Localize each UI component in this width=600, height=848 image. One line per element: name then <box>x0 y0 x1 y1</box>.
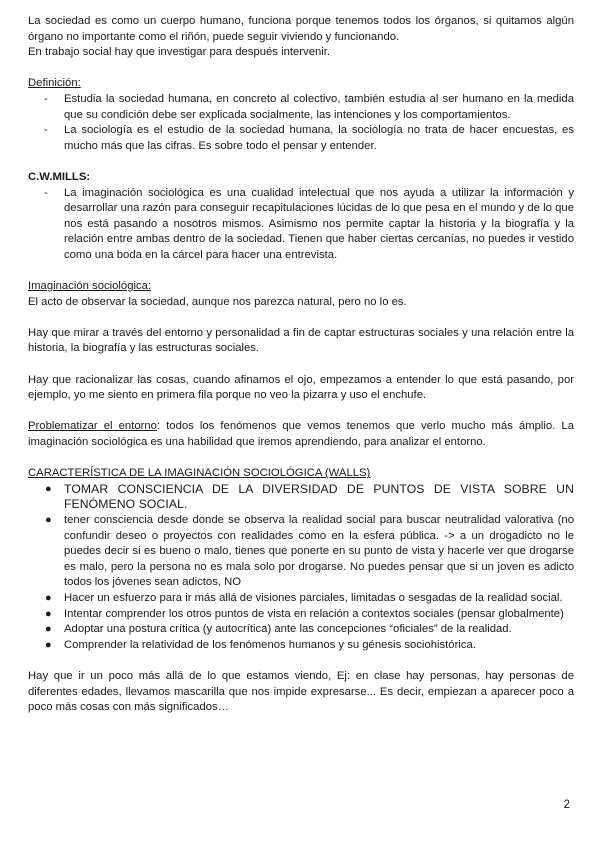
dash-marker: - <box>44 124 48 137</box>
closing-paragraph: Hay que ir un poco más allá de lo que estamos viendo, Ej: en clase hay personas, hay personas de diferentes edades, llevamos mascarilla que nos impide expresarse... Es decir, empiezan a aparecer poco a poco más cosas con más significados… <box>28 669 574 714</box>
bullet-marker: ● <box>45 482 52 495</box>
caracteristica-list <box>28 482 574 654</box>
imaginacion-paragraph-3: Hay que racionalizar las cosas, cuando afinamos el ojo, empezamos a entender lo que está pasando, por ejemplo, yo me siento en primera fila porque no veo la pizarra y uso el enchufe. <box>28 373 574 402</box>
imaginacion-paragraph-2: Hay que mirar a través del entorno y personalidad a fin de captar estructuras sociales y una relación entre la historia, la biografía y las estructuras sociales. <box>28 326 574 355</box>
mills-heading: C.W.MILLS: <box>28 170 91 183</box>
bullet-marker: ● <box>45 514 52 526</box>
list-item: - La sociología es el estudio de la sociedad humana, la sociología no trata de hacer encuestas, es mucho más que las cifras. Es sobre todo el pensar y entender. <box>44 124 574 152</box>
document-page <box>28 14 574 716</box>
problematizar-paragraph: Problematizar el entorno: todos los fenómenos que vemos tenemos que verlo mucho más ámplio. La imaginación sociológica es una habilidad que iremos aprendiendo, para analizar el entorno. <box>28 420 574 449</box>
definicion-list <box>28 92 574 154</box>
list-item: ● Intentar comprender los otros puntos de vista en relación a contextos sociales (pensar globalmente) <box>28 607 574 623</box>
bullet-marker: ● <box>45 607 52 620</box>
problematizar-term: Problematizar el entorno <box>28 420 157 433</box>
dash-marker: - <box>44 92 48 105</box>
list-item: ● Hacer un esfuerzo para ir más allá de visiones parciales, limitadas o sesgadas de la realidad social. <box>28 591 574 607</box>
list-item: ● tener consciencia desde donde se observa la realidad social para buscar neutralidad valorativa (no confundir deseo o proyectos con realidades como en la esfera pública. -> a un drogadicto no le puedes decir si es bueno o malo, tienes que ponerte en su punto de vista y hacerle ver que drogarse es malo, pero la persona no es mala solo por drogarse. No puedes pensar que si un joven es adicto todos los jóvenes sean adictos, NO <box>45 514 574 589</box>
definicion-heading: Definición: <box>28 77 81 90</box>
caracteristica-heading: CARACTERÍSTICA DE LA IMAGINACIÓN SOCIOLÓGICA (WALLS) <box>28 467 371 480</box>
dash-marker: - <box>44 186 48 199</box>
bullet-marker: ● <box>45 591 52 604</box>
page-number: 2 <box>563 799 570 811</box>
intro-paragraph-2: En trabajo social hay que investigar para después intervenir. <box>28 46 331 59</box>
list-item: - Estudia la sociedad humana, en concreto al colectivo, también estudia al ser humano en la medida que su condición debe ser explicada socialmente, las intenciones y los comportamientos. <box>44 92 574 121</box>
mills-list <box>28 186 574 264</box>
bullet-marker: ● <box>45 638 52 651</box>
list-item: ● Comprender la relatividad de los fenómenos humanos y su génesis sociohistórica. <box>28 638 574 654</box>
imaginacion-heading: Imaginación sociológica: <box>28 280 152 293</box>
intro-paragraph: La sociedad es como un cuerpo humano, funciona porque tenemos todos los órganos, si quitamos algún órgano no importante como el riñón, puede seguir viviendo y funcionando. <box>28 15 574 43</box>
imaginacion-paragraph-1: El acto de observar la sociedad, aunque nos parezca natural, pero no lo es. <box>28 295 407 308</box>
list-item: - La imaginación sociológica es una cualidad intelectual que nos ayuda a utilizar la información y desarrollar una razón para conseguir recapitulaciones lúcidas de lo que pesa en el mundo y de lo que nos está pasando a nosotros mismos. Asimismo nos permite captar la historia y la biografía y la relación entre ambas dentro de la sociedad. Tienen que haber ciertas cercanías, no puedes ir vestido como una boda en la cárcel para hacer una entrevista. <box>44 186 574 261</box>
bullet-marker: ● <box>45 623 52 636</box>
list-item: ● TOMAR CONSCIENCIA DE LA DIVERSIDAD DE PUNTOS DE VISTA SOBRE UN FENÓMENO SOCIAL. <box>45 481 574 512</box>
list-item: ● Adoptar una postura crítica (y autocrítica) ante las concepciones “oficiales” de la realidad. <box>28 622 574 638</box>
